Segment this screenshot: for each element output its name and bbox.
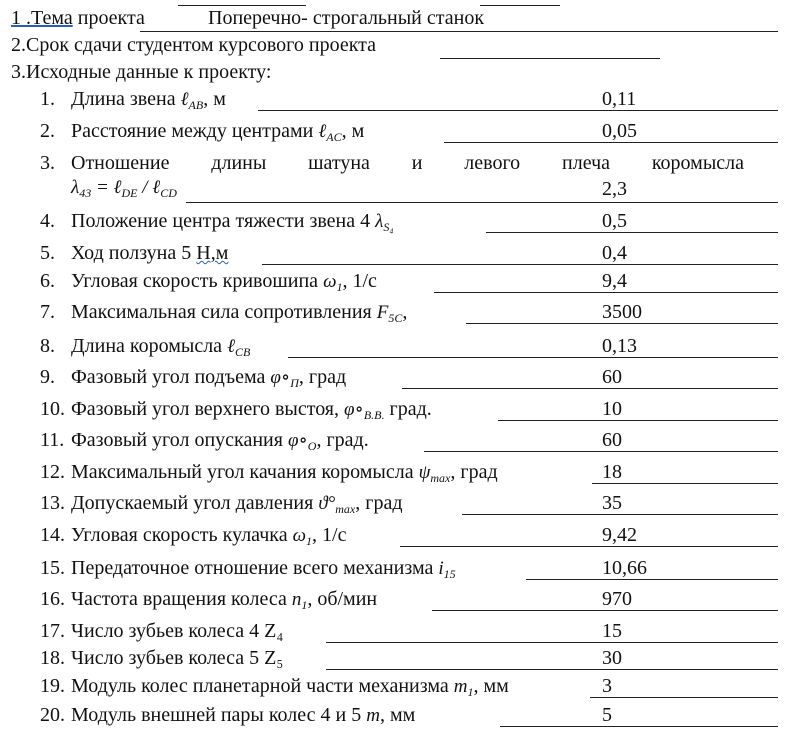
- math-symbol: φ∘: [270, 367, 291, 388]
- item-label: Угловая скорость кулачка: [71, 524, 288, 546]
- item-unit: , 1/с: [312, 524, 347, 546]
- item-number: 1.: [40, 88, 55, 110]
- input-data-heading: [0, 59, 802, 86]
- math-subscript: AB: [188, 98, 204, 112]
- underline-rule: [400, 546, 778, 547]
- item-number: 19.: [40, 675, 65, 697]
- item-unit: , м: [341, 120, 365, 142]
- item-value: 5: [602, 704, 612, 726]
- item-number: 15.: [40, 557, 65, 579]
- topic-line: [0, 5, 802, 32]
- item-label: Фазовый угол верхнего выстоя,: [71, 398, 340, 420]
- item-label: Модуль колес планетарной части механизма: [71, 675, 449, 697]
- item-number: 20.: [40, 704, 65, 726]
- item-value: 0,11: [602, 88, 637, 110]
- topic-value: Поперечно- строгальный станок: [208, 7, 485, 29]
- underline-rule: [498, 420, 778, 421]
- parameter-text: [40, 87, 226, 117]
- underline-rule: [262, 264, 778, 265]
- underline-rule: [462, 514, 778, 515]
- item-value: 970: [602, 588, 632, 610]
- item-value: 0,05: [602, 120, 637, 142]
- item-value: 9,4: [602, 270, 627, 292]
- parameter-row: [0, 618, 802, 645]
- math-subscript: 15: [443, 567, 456, 581]
- parameter-row: [0, 396, 802, 423]
- math-subscript: AC: [326, 130, 342, 144]
- underline-rule: [258, 110, 778, 111]
- parameter-text: [40, 241, 228, 265]
- parameter-row: [0, 555, 802, 582]
- item-label: Длина коромысла: [71, 335, 223, 357]
- parameter-row: [0, 364, 802, 391]
- parameter-row: [0, 333, 802, 360]
- item-number: 7.: [40, 301, 55, 323]
- item-label: Передаточное отношение всего механизма: [71, 557, 434, 579]
- item-number: 13.: [40, 492, 65, 514]
- item-value: 0,5: [602, 210, 627, 232]
- underline-rule: [288, 357, 778, 358]
- math-subscript: CB: [234, 345, 251, 359]
- item-unit: , 1/с: [342, 270, 377, 292]
- parameter-text: [40, 460, 498, 490]
- parameter-row: [0, 586, 802, 613]
- item-value: 10,66: [602, 557, 647, 579]
- item-number: 5.: [40, 242, 55, 264]
- item-unit: град.: [384, 398, 432, 420]
- item-number: 11.: [40, 429, 65, 451]
- parameter-row: [0, 459, 802, 486]
- parameter-row: [0, 268, 802, 295]
- parameter-text: [40, 269, 377, 299]
- parameter-row: [0, 490, 802, 517]
- math-subscript: П: [290, 376, 299, 390]
- item-value: 3500: [602, 301, 642, 323]
- math-symbol: m: [453, 676, 468, 697]
- item-number: 12.: [40, 461, 65, 483]
- item-number: 16.: [40, 588, 65, 610]
- item-value: 18: [602, 461, 622, 483]
- parameter-text: [40, 365, 346, 395]
- item-unit: , град: [298, 366, 347, 388]
- item-number: 2.: [40, 120, 55, 142]
- item-value: 15: [602, 620, 622, 642]
- math-symbol: ϑ°: [318, 493, 336, 514]
- parameter-text: [40, 587, 377, 617]
- item-label: Частота вращения колеса: [71, 588, 287, 610]
- math-subscript: 1: [306, 534, 313, 548]
- underline-rule: [500, 726, 778, 727]
- item-value: 60: [602, 429, 622, 451]
- parameter-row: [0, 240, 802, 267]
- underline-rule: [444, 142, 778, 143]
- underline-rule: [424, 451, 778, 452]
- item-label: Максимальная сила сопротивления: [71, 301, 372, 323]
- math-subscript: 1: [301, 598, 308, 612]
- item-unit: , град.: [316, 429, 369, 451]
- item-label: Модуль внешней пары колес 4 и 5: [71, 704, 362, 726]
- parameter-text: [40, 646, 283, 670]
- item-unit: , м: [203, 88, 226, 110]
- parameter-row: [0, 299, 802, 326]
- item-value: 0,4: [602, 242, 627, 264]
- formula-sub: CD: [160, 186, 177, 200]
- item-value: 35: [602, 492, 622, 514]
- parameter-row: [0, 673, 802, 700]
- parameter-text: [40, 428, 369, 458]
- underline-rule: [186, 202, 778, 203]
- formula-sub: 43: [79, 186, 92, 200]
- math-subscript: 1: [467, 685, 474, 699]
- item-value: 3: [602, 675, 612, 697]
- item-label: Угловая скорость кривошипа: [71, 270, 319, 292]
- math-subscript: S₄: [383, 220, 394, 234]
- topic-label-rest: проекта: [72, 7, 145, 29]
- parameter-text: [40, 674, 509, 704]
- underline-rule: [326, 642, 778, 643]
- item-value: 0,13: [602, 335, 637, 357]
- input-data-label: 3.Исходные данные к проекту:: [11, 61, 272, 83]
- math-symbol: ψ: [418, 462, 431, 483]
- parameter-row: [0, 427, 802, 454]
- parameter-text: [40, 119, 364, 149]
- math-symbol: ℓ: [180, 89, 189, 110]
- math-symbol: m: [366, 705, 380, 726]
- parameter-text: [40, 397, 432, 427]
- parameter-row: [0, 118, 802, 145]
- item-label: Отношение длины шатуна и левого плеча коромысла: [71, 152, 744, 174]
- topic-label: 1 .Тема: [11, 7, 73, 29]
- item-unit: , мм: [473, 675, 509, 697]
- item-label: Число зубьев колеса 4 Z₄: [71, 620, 284, 642]
- math-symbol: i: [438, 558, 444, 579]
- item-label: Фазовый угол опускания: [71, 429, 283, 451]
- math-symbol: ℓ: [227, 336, 235, 357]
- math-subscript: 5C: [388, 311, 403, 325]
- math-symbol: φ∘: [287, 430, 308, 451]
- math-symbol: φ∘: [344, 399, 364, 420]
- item-value: 2,3: [602, 178, 627, 200]
- parameter-row: [0, 208, 802, 235]
- item-label: Максимальный угол качания коромысла: [71, 461, 414, 483]
- item-value: 30: [602, 647, 622, 669]
- math-subscript: В.В.: [363, 408, 385, 422]
- deadline-label: 2.Срок сдачи студентом курсового проекта: [11, 34, 377, 56]
- underline-rule: [434, 292, 778, 293]
- underline-rule: [486, 232, 778, 233]
- item-unit: ,: [402, 301, 408, 323]
- math-symbol: ω: [292, 525, 307, 546]
- math-subscript: О: [307, 439, 317, 453]
- item-value: 9,42: [602, 524, 637, 546]
- underline-rule: [466, 323, 778, 324]
- item-number: 14.: [40, 524, 65, 546]
- underline-rule: [402, 388, 778, 389]
- item-label: Число зубьев колеса 5 Z₅: [71, 647, 284, 669]
- item-number: 9.: [40, 366, 55, 388]
- parameter-row: [0, 86, 802, 113]
- parameter-row: [0, 150, 802, 206]
- item-value: 10: [602, 398, 622, 420]
- formula-sub: DE: [121, 186, 138, 200]
- item-unit: Н,м: [196, 242, 229, 264]
- item-label: Ход ползуна 5: [71, 242, 192, 264]
- parameter-text: [40, 300, 407, 330]
- deadline-line: [0, 32, 802, 59]
- underline-rule: [432, 610, 778, 611]
- item-label: Фазовый угол подъема: [71, 366, 266, 388]
- item-number: 6.: [40, 270, 55, 292]
- math-symbol: n: [291, 589, 302, 610]
- underline-rule: [326, 669, 778, 670]
- underline-rule: [590, 697, 778, 698]
- math-symbol: λ: [375, 211, 384, 232]
- item-unit: , мм: [379, 704, 416, 726]
- ratio-formula: $\lambda_{43}$ = ℓ$_{DE}$ / ℓ$_{CD}$: [71, 177, 177, 200]
- parameter-text: [40, 151, 744, 175]
- item-number: 10.: [40, 398, 65, 420]
- item-unit: , град: [355, 492, 403, 514]
- parameter-text: [40, 523, 346, 553]
- item-number: 17.: [40, 620, 65, 642]
- parameter-text: [40, 209, 394, 239]
- item-number: 18.: [40, 647, 65, 669]
- item-unit: , град: [450, 461, 498, 483]
- item-value: 60: [602, 366, 622, 388]
- parameter-text: [40, 491, 403, 521]
- underline-rule: [526, 579, 778, 580]
- item-label: Положение центра тяжести звена 4: [71, 210, 371, 232]
- math-subscript: max: [430, 471, 451, 485]
- item-label: Допускаемый угол давления: [71, 492, 314, 514]
- item-number: 8.: [40, 335, 55, 357]
- math-symbol: ℓ: [318, 121, 327, 142]
- parameter-row: [0, 522, 802, 549]
- item-label: Длина звена: [71, 88, 176, 110]
- item-label: Расстояние между центрами: [71, 120, 314, 142]
- parameter-row: [0, 645, 802, 672]
- parameter-text: [40, 556, 456, 586]
- math-symbol: F: [376, 302, 389, 323]
- item-number: 3.: [40, 152, 55, 174]
- math-subscript: 1: [336, 280, 343, 294]
- parameter-text: [40, 334, 250, 364]
- math-subscript: max: [335, 502, 356, 516]
- item-number: 4.: [40, 210, 55, 232]
- parameter-text: [40, 619, 283, 643]
- math-symbol: ω: [323, 271, 337, 292]
- item-unit: , об/мин: [307, 588, 378, 610]
- underline-rule: [592, 483, 778, 484]
